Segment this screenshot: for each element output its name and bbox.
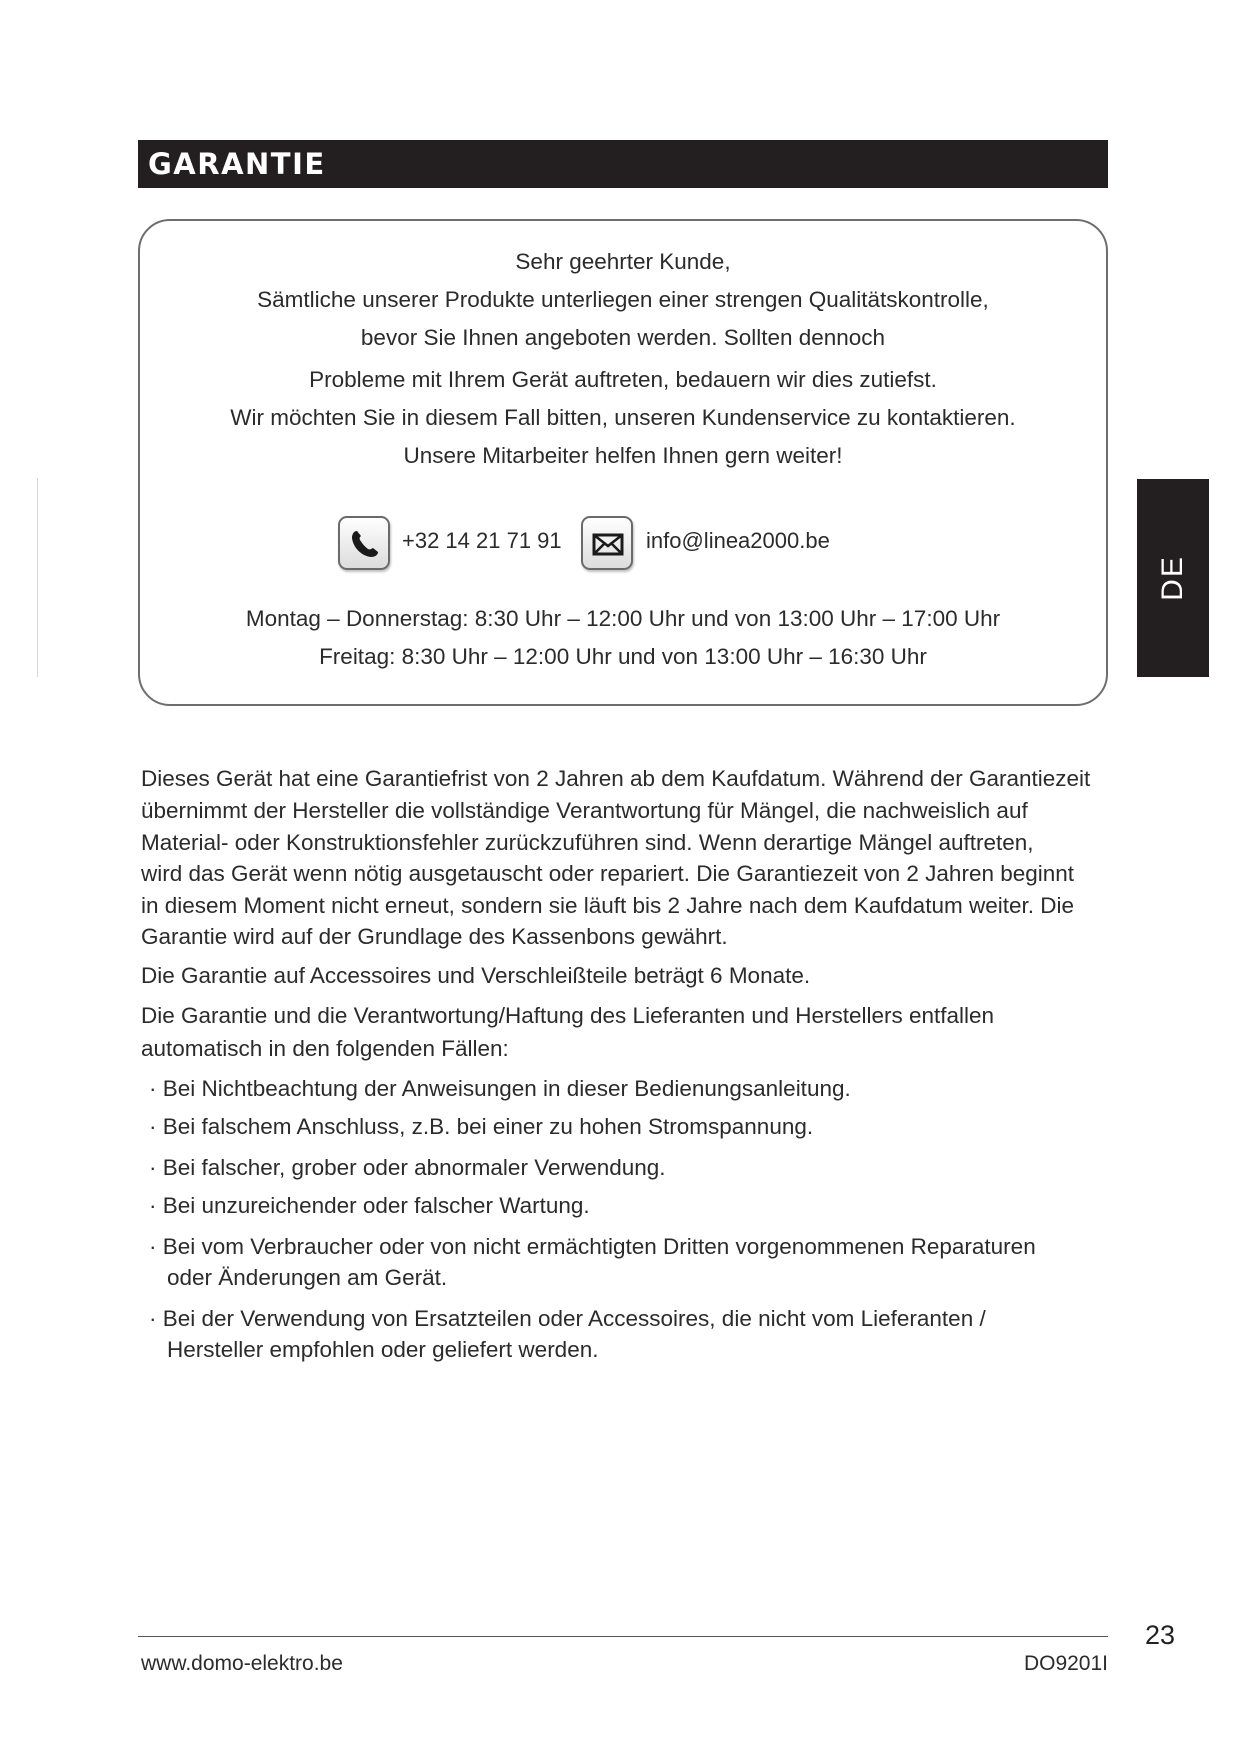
greeting-line: Unsere Mitarbeiter helfen Ihnen gern weiter!	[403, 443, 843, 468]
warranty-paragraph-line: übernimmt der Hersteller die vollständige Verantwortung für Mängel, die nachweislich auf	[141, 798, 1028, 823]
exclusion-item: · Bei der Verwendung von Ersatzteilen oder Accessoires, die nicht vom Lieferanten /	[149, 1306, 986, 1331]
exclusion-item: · Bei unzureichender oder falscher Wartung.	[149, 1193, 590, 1218]
greeting-line: Wir möchten Sie in diesem Fall bitten, unseren Kundenservice zu kontaktieren.	[230, 405, 1016, 430]
warranty-paragraph-line: wird das Gerät wenn nötig ausgetauscht oder repariert. Die Garantiezeit von 2 Jahren beginnt	[141, 861, 1075, 886]
opening-hours-line: Montag – Donnerstag: 8:30 Uhr – 12:00 Uhr und von 13:00 Uhr – 17:00 Uhr	[245, 606, 1001, 631]
warranty-paragraph-line: Garantie wird auf der Grundlage des Kassenbons gewährt.	[141, 924, 728, 949]
page-number: 23	[1145, 1620, 1176, 1650]
exclusion-item: · Bei falschem Anschluss, z.B. bei einer zu hohen Stromspannung.	[149, 1114, 814, 1139]
greeting-line: bevor Sie Ihnen angeboten werden. Sollten dennoch	[360, 325, 886, 350]
exclusion-intro-line: automatisch in den folgenden Fällen:	[141, 1036, 509, 1061]
section-title: GARANTIE	[138, 140, 1108, 188]
customer-service-box	[138, 219, 1108, 706]
exclusion-item: · Bei vom Verbraucher oder von nicht ermächtigten Dritten vorgenommenen Reparaturen	[149, 1234, 1036, 1259]
exclusion-item-continuation: oder Änderungen am Gerät.	[167, 1265, 448, 1290]
phone-number: +32 14 21 71 91	[402, 528, 562, 553]
email-address: info@linea2000.be	[646, 528, 830, 553]
greeting-line: Probleme mit Ihrem Gerät auftreten, bedauern wir dies zutiefst.	[309, 367, 937, 392]
warranty-paragraph-line: Material- oder Konstruktionsfehler zurückzuführen sind. Wenn derartige Mängel auftreten,	[141, 830, 1034, 855]
contact-row	[140, 516, 1106, 576]
warranty-paragraph-line: in diesem Moment nicht erneut, sondern sie läuft bis 2 Jahre nach dem Kaufdatum weiter. Die	[141, 893, 1074, 918]
footer-website: www.domo-elektro.be	[141, 1652, 343, 1675]
phone-icon	[338, 516, 390, 570]
exclusion-item-continuation: Hersteller empfohlen oder geliefert werden.	[167, 1337, 599, 1362]
exclusion-item: · Bei Nichtbeachtung der Anweisungen in dieser Bedienungsanleitung.	[149, 1076, 851, 1101]
envelope-icon	[581, 516, 633, 570]
exclusion-intro-line: Die Garantie und die Verantwortung/Haftung des Lieferanten und Herstellers entfallen	[141, 1003, 995, 1028]
language-tab	[1137, 479, 1209, 677]
footer-divider	[138, 1636, 1108, 1637]
accessories-warranty-line: Die Garantie auf Accessoires und Verschleißteile beträgt 6 Monate.	[141, 963, 811, 988]
exclusion-item: · Bei falscher, grober oder abnormaler Verwendung.	[149, 1155, 666, 1180]
greeting-line: Sehr geehrter Kunde,	[515, 249, 731, 274]
scan-edge-mark	[37, 478, 38, 677]
greeting-line: Sämtliche unserer Produkte unterliegen einer strengen Qualitätskontrolle,	[257, 287, 989, 312]
warranty-paragraph-line: Dieses Gerät hat eine Garantiefrist von 2 Jahren ab dem Kaufdatum. Während der Garantiezeit	[141, 766, 1091, 791]
footer-model-number: DO9201I	[1023, 1652, 1108, 1675]
language-tab-label: DE	[1156, 555, 1189, 601]
opening-hours-line: Freitag: 8:30 Uhr – 12:00 Uhr und von 13:00 Uhr – 16:30 Uhr	[319, 644, 927, 669]
